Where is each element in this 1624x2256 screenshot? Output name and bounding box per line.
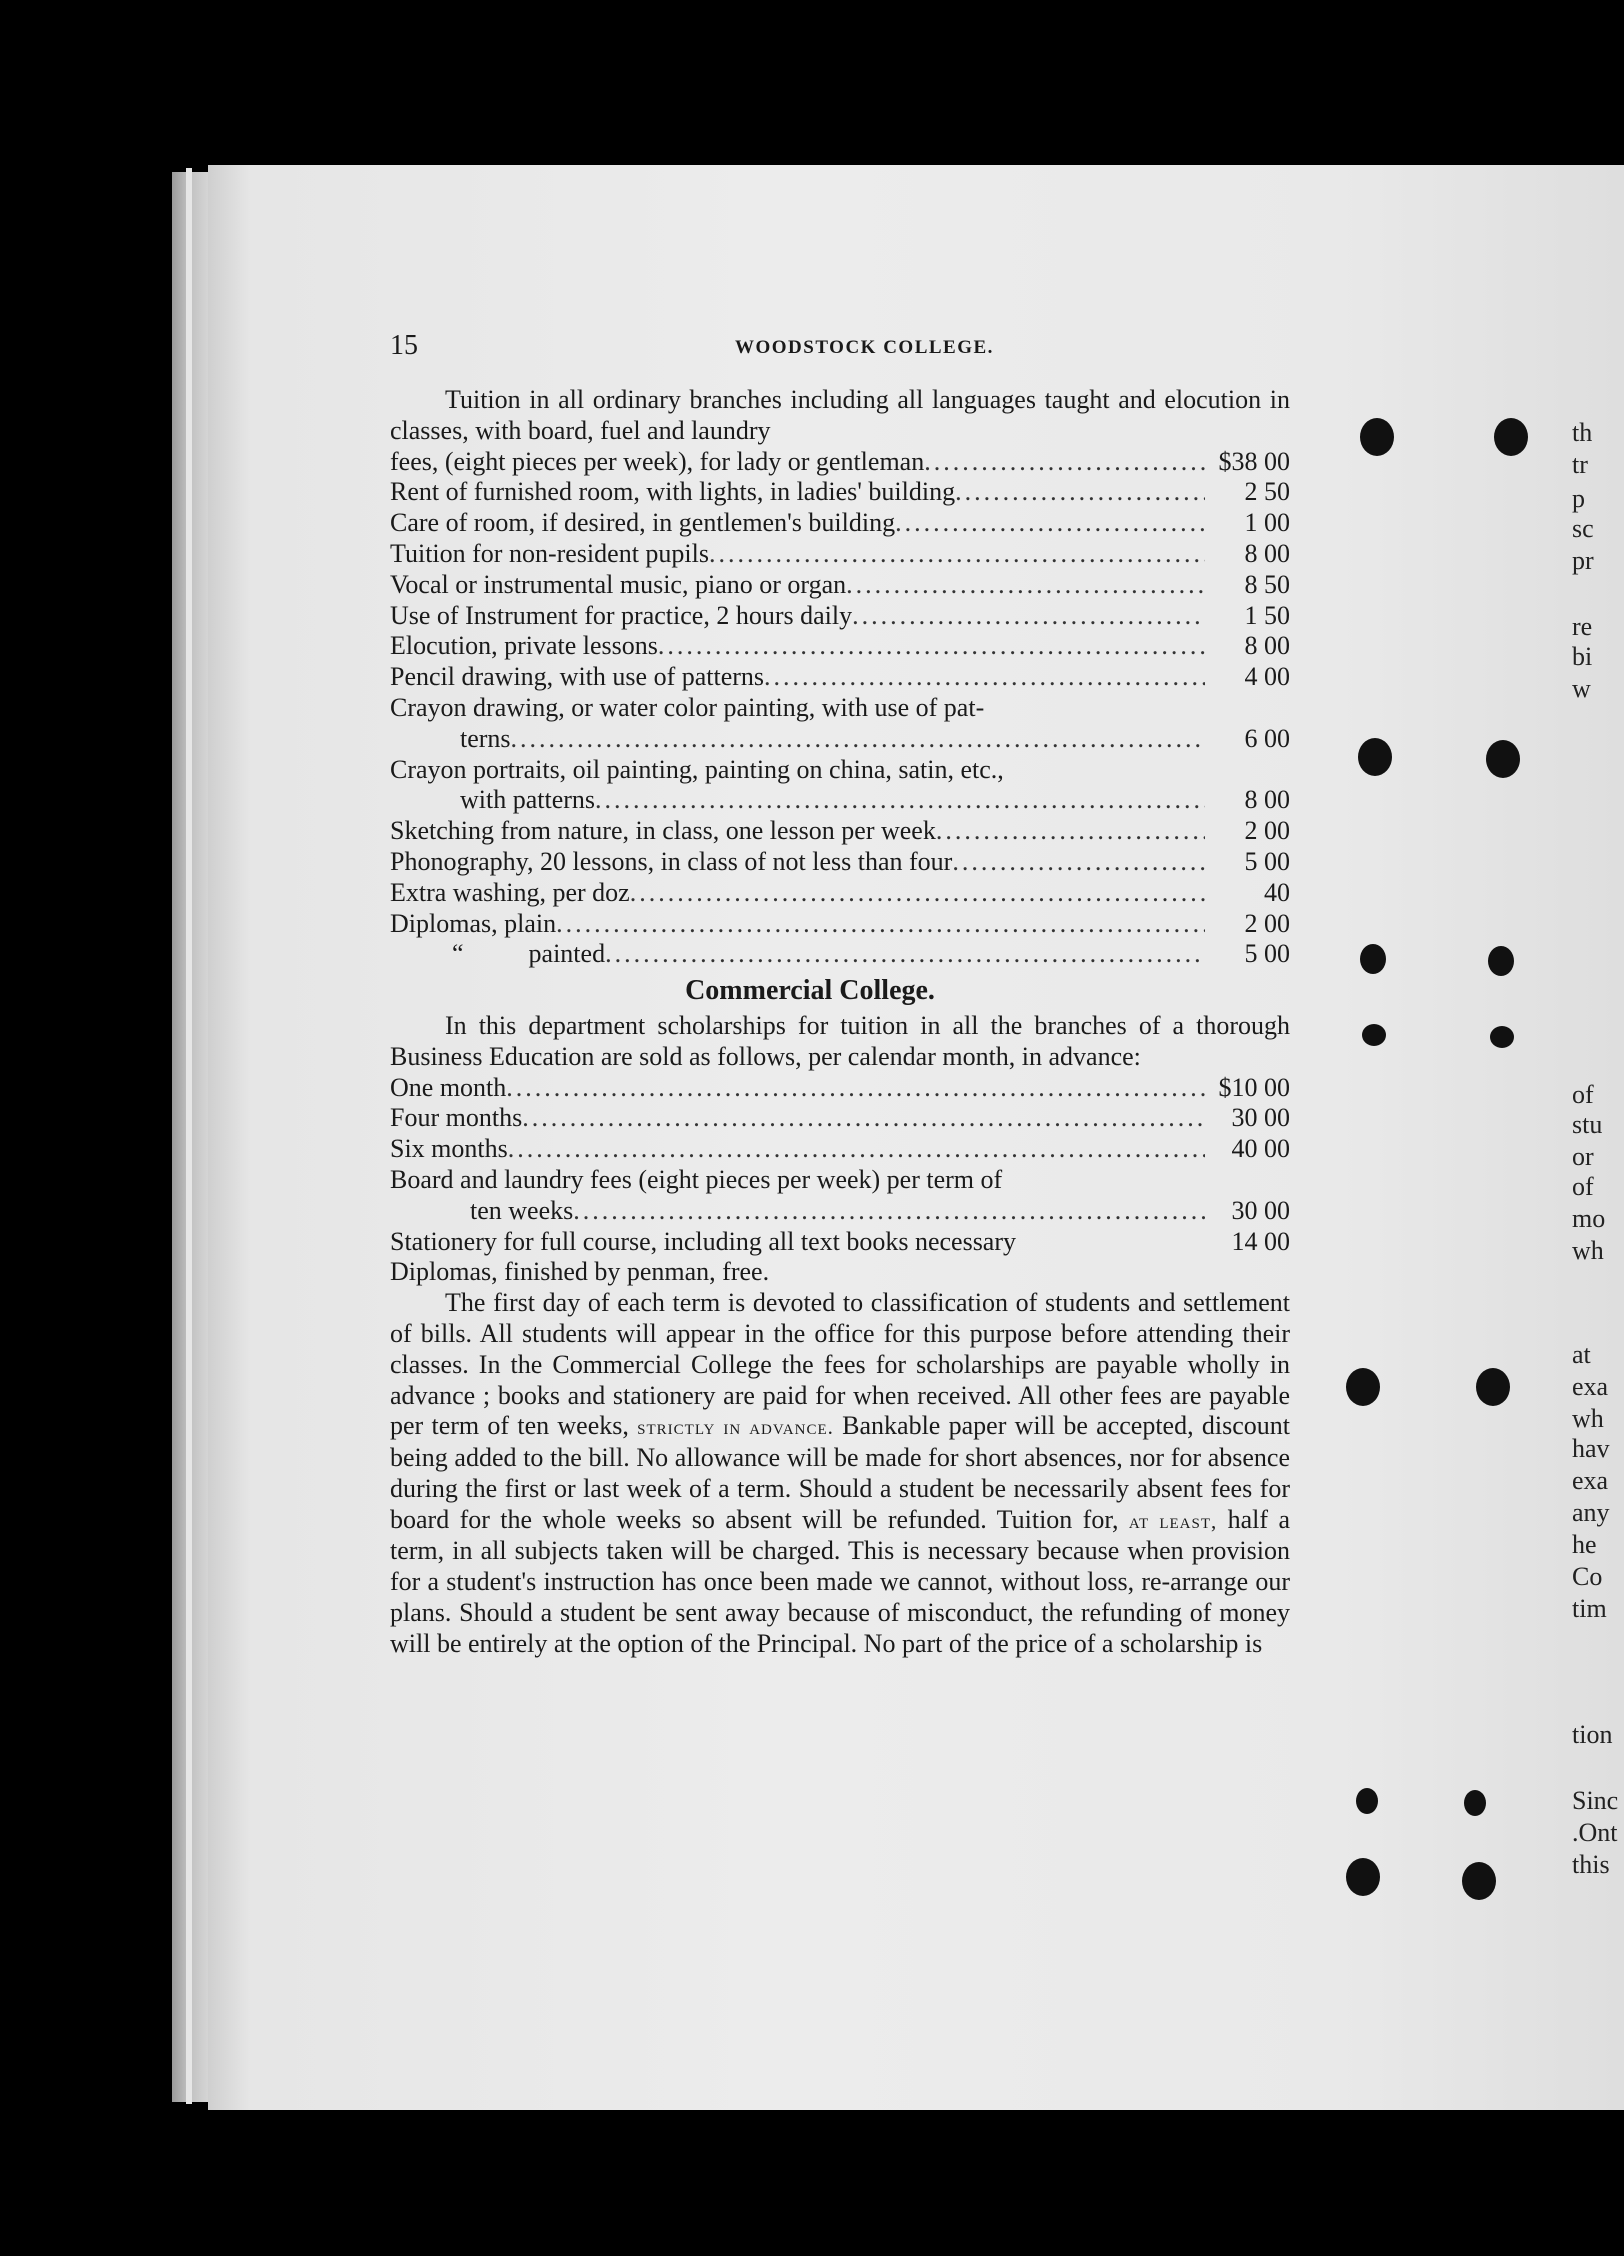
fee-row: Rent of furnished room, with lights, in ladies' building ..... 2 50	[390, 477, 1290, 508]
fee-row: Vocal or instrumental music, piano or organ ..... 8 50	[390, 570, 1290, 601]
binding-hole	[1494, 418, 1528, 456]
fee-row: Care of room, if desired, in gentlemen's building ..... 1 00	[390, 508, 1290, 539]
rate-row-board: Board and laundry fees (eight pieces per week) per term of ten weeks ..... 30 00	[390, 1165, 1290, 1227]
fee-row-crayon-drawing: Crayon drawing, or water color painting, with use of pat- terns ..... 6 00	[390, 693, 1290, 755]
fee-row: Extra washing, per doz ..... 40	[390, 878, 1290, 909]
binding-hole	[1476, 1368, 1510, 1406]
rate-row: Four months ..... 30 00	[390, 1103, 1290, 1134]
fee-row-diploma-painted: “ painted ..... 5 00	[390, 939, 1290, 970]
binding-hole	[1360, 418, 1394, 456]
page-header	[390, 330, 1290, 364]
binding-hole	[1486, 740, 1520, 778]
page-edge-line	[186, 168, 192, 2104]
fee-row-crayon-portraits: Crayon portraits, oil painting, painting on china, satin, etc., with patterns ..... 8 00	[390, 755, 1290, 817]
running-head: WOODSTOCK COLLEGE.	[735, 337, 994, 358]
rate-row: One month ..... $10 00	[390, 1073, 1290, 1104]
commercial-terms-paragraph: The first day of each term is devoted to classification of students and settlement of bills. All students will appear in the office for this purpose before attending their classes. In the Commercial College the fees for scholarships are payable wholly in advance ; books and stationery are paid for when received. All other fees are payable per term of ten weeks, strictly in advance. Bankable paper will be accepted, discount being added to the bill. No allowance will be made for short absences, nor for absence during the first or last week of a term. Should a student be necessarily absent fees for board for the whole weeks so absent will be refunded. Tuition for, at least, half a term, in all subjects taken will be charged. This is necessary because when provision for a student's instruction has once been made we cannot, without loss, re-arrange our plans. Should a student be sent away because of misconduct, the refunding of money will be entirely at the option of the Principal. No part of the price of a scholarship is	[390, 1288, 1290, 1658]
fee-row: Use of Instrument for practice, 2 hours daily ..... 1 50	[390, 601, 1290, 632]
commercial-intro: In this department scholarships for tuition in all the branches of a thorough Business Education are sold as follows, per calendar month, in advance:	[390, 1010, 1290, 1071]
binding-hole	[1358, 738, 1392, 776]
fee-row: Diplomas, plain ..... 2 00	[390, 909, 1290, 940]
rate-row: Six months ..... 40 00	[390, 1134, 1290, 1165]
fee-row: Pencil drawing, with use of patterns ..... 4 00	[390, 662, 1290, 693]
diplomas-note: Diplomas, finished by penman, free.	[390, 1257, 770, 1287]
binding-hole	[1488, 946, 1514, 976]
fees-intro: Tuition in all ordinary branches including all languages taught and elocution in classes, with board, fuel and laundry	[390, 385, 1290, 445]
binding-hole	[1464, 1790, 1486, 1816]
page-body	[390, 385, 1290, 1660]
fee-row: Phonography, 20 lessons, in class of not less than four ..... 5 00	[390, 847, 1290, 878]
fee-row: Elocution, private lessons ..... 8 00	[390, 631, 1290, 662]
binding-hole	[1490, 1026, 1514, 1048]
page-number: 15	[390, 330, 418, 361]
section-title: Commercial College.	[685, 975, 935, 1007]
fee-row: fees, (eight pieces per week), for lady or gentleman ..... $38 00	[390, 447, 1290, 478]
binding-hole	[1346, 1368, 1380, 1406]
binding-hole	[1356, 1788, 1378, 1814]
binding-hole	[1462, 1862, 1496, 1900]
fee-row: Tuition for non-resident pupils ..... 8 00	[390, 539, 1290, 570]
binding-hole	[1360, 944, 1386, 974]
commercial-rates	[390, 1073, 1290, 1289]
fee-row: Sketching from nature, in class, one lesson per week ..... 2 00	[390, 816, 1290, 847]
binding-hole	[1362, 1024, 1386, 1046]
binding-hole	[1346, 1858, 1380, 1896]
fee-list	[390, 447, 1290, 971]
rate-row-stationery: Stationery for full course, including all text books necessary 14 00	[390, 1226, 1290, 1256]
